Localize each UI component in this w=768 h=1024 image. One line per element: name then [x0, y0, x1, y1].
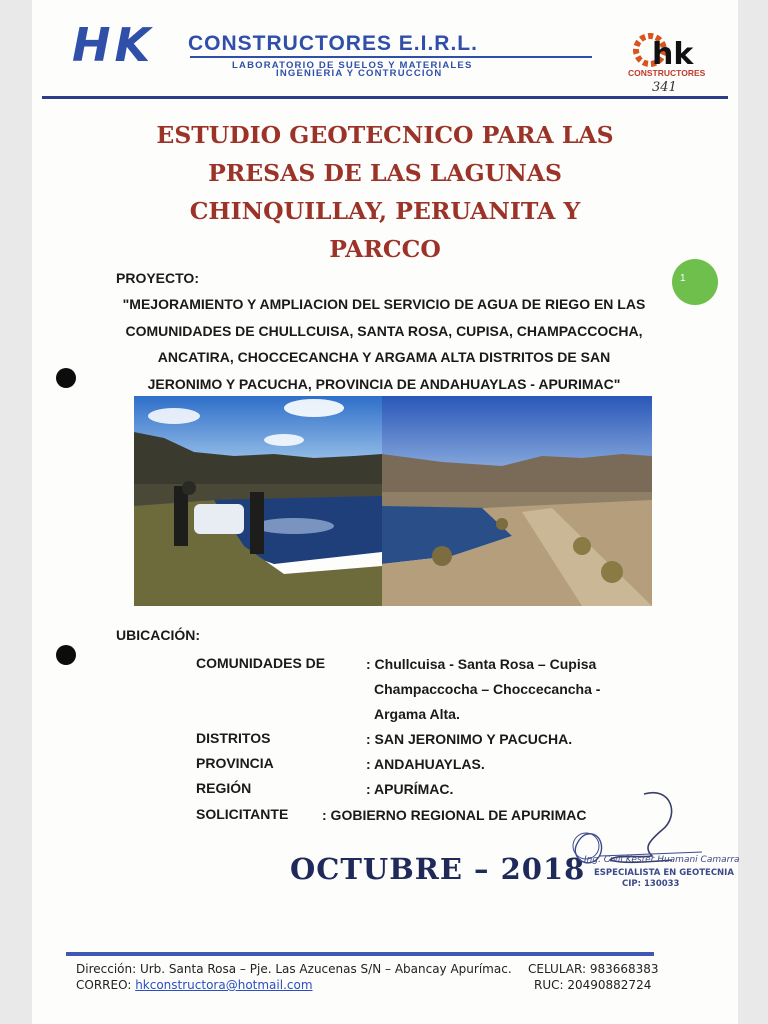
title-line-4: PARCCO — [329, 235, 441, 263]
company-logo: HK — [72, 18, 155, 72]
engineer-name: Ing. Civil Kester Huamani Camarra — [584, 855, 740, 865]
applicant-label: SOLICITANTE — [196, 806, 289, 822]
region-label: REGIÓN — [196, 780, 252, 796]
document-title — [120, 116, 650, 268]
page-badge-number: 1 — [680, 273, 686, 284]
applicant-value: : GOBIERNO REGIONAL DE APURIMAC — [322, 807, 587, 823]
document-date: OCTUBRE – 2018 — [290, 852, 586, 886]
location-label: UBICACIÓN: — [116, 627, 200, 643]
footer-rule — [66, 952, 654, 956]
project-line-3: ANCATIRA, CHOCCECANCHA Y ARGAMA ALTA DISTRITOS DE SAN — [157, 349, 611, 365]
districts-value: : SAN JERONIMO Y PACUCHA. — [366, 731, 573, 747]
svg-text:hk: hk — [652, 37, 694, 72]
binder-hole-top — [56, 368, 76, 388]
footer-email-label: CORREO: — [76, 978, 136, 992]
company-name: CONSTRUCTORES E.I.R.L. — [188, 32, 478, 55]
binder-hole-bottom — [56, 645, 76, 665]
footer-phone: CELULAR: 983668383 — [528, 962, 659, 976]
project-description — [104, 291, 664, 397]
title-line-3: CHINQUILLAY, PERUANITA Y — [189, 197, 581, 225]
communities-value-3: Argama Alta. — [374, 706, 460, 722]
communities-label: COMUNIDADES DE — [196, 655, 326, 671]
page-badge — [672, 259, 718, 305]
footer-email-link[interactable]: hkconstructora@hotmail.com — [135, 978, 313, 992]
districts-label: DISTRITOS — [196, 730, 271, 746]
project-line-4: JERONIMO Y PACUCHA, PROVINCIA DE ANDAHUAYLAS - APURIMAC" — [147, 375, 621, 392]
title-line-1: ESTUDIO GEOTECNICO PARA LAS — [156, 121, 614, 149]
project-label: PROYECTO: — [116, 270, 199, 286]
header-rule — [42, 96, 728, 99]
company-subtitle-1: LABORATORIO DE SUELOS Y MATERIALES — [232, 60, 473, 71]
title-line-2: PRESAS DE LAS LAGUNAS — [208, 159, 562, 187]
province-label: PROVINCIA — [196, 755, 274, 771]
footer-address: Dirección: Urb. Santa Rosa – Pje. Las Azucenas S/N – Abancay Apurímac. — [76, 962, 512, 976]
lagoon-photo-right — [382, 396, 652, 606]
engineer-role: ESPECIALISTA EN GEOTECNIA — [594, 868, 734, 878]
company-underline — [190, 56, 592, 58]
project-line-2: COMUNIDADES DE CHULLCUISA, SANTA ROSA, CUPISA, CHAMPACCOCHA, — [125, 322, 643, 339]
engineer-cip: CIP: 130033 — [622, 879, 680, 889]
footer-ruc: RUC: 20490882724 — [534, 978, 652, 992]
brand-label: CONSTRUCTORES — [628, 68, 706, 78]
province-value: : ANDAHUAYLAS. — [366, 756, 485, 772]
communities-value-2: Champaccocha – Choccecancha - — [374, 681, 601, 697]
project-line-1: "MEJORAMIENTO Y AMPLIACION DEL SERVICIO DE AGUA DE RIEGO EN LAS — [122, 296, 646, 312]
communities-value-1: : Chullcuisa - Santa Rosa – Cupisa — [366, 656, 597, 672]
lagoon-photo-left — [134, 396, 382, 606]
company-subtitle-2: INGENIERIA Y CONTRUCCION — [276, 68, 443, 79]
handwritten-page-number: 341 — [652, 80, 677, 95]
region-value: : APURÍMAC. — [366, 781, 454, 797]
footer-email-row — [76, 978, 313, 992]
